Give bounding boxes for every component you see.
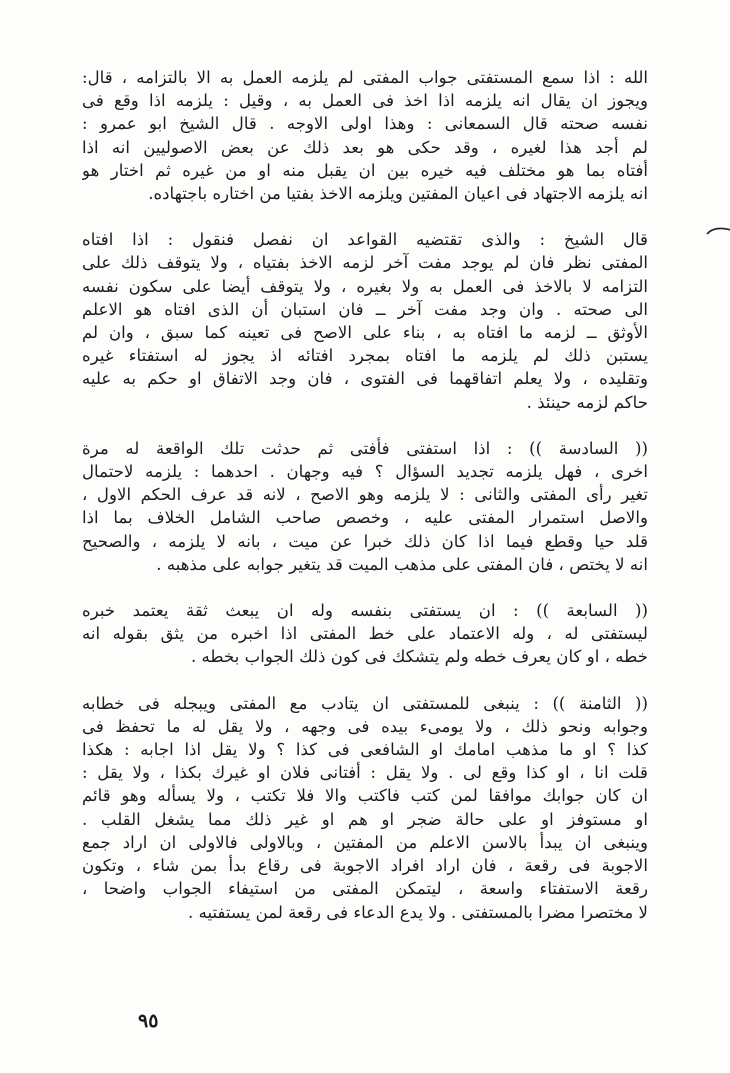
margin-pen-mark [706,226,730,236]
text-line: قلد حيا وقطع فيما اذا كان ذلك خبرا عن ميت ، بانه لا يلزمه ، والصحيح [82,531,648,551]
text-line: لم أجد هذا لغيره ، وقد حكى هو بعد ذلك عن بعض الاصوليين انه اذا [82,137,648,157]
text-line: الله : اذا سمع المستفتى جواب المفتى لم يلزمه العمل به الا بالتزامه ، قال: [82,68,648,87]
text-line: المفتى نظر فان لم يوجد مفت آخر لزمه الاخذ بفتياه ، ولا يتوقف ذلك على [82,253,648,273]
text-line: وتقليده ، ولا يعلم اتفاقهما فى الفتوى ، فان وجد الاتفاق او حكم به عليه [82,369,648,389]
text-line: لا مختصرا مضرا بالمستفتى . ولا يدع الدعاء فى رقعة لمن يستفتيه . [188,902,648,922]
text-line: (( السابعة )) : ان يستفتى بنفسه وله ان يبعث ثقة يعتمد خبره [82,601,648,621]
paragraph-2 [82,228,648,414]
text-line: ان كان جوابك موافقا لمن كتب فاكتب والا فلا تكتب ، ولا يسأله وهو قائم [82,786,648,806]
text-line: تغير رأى المفتى والثانى : لا يلزمه وهو الاصح ، لانه قد عرف الحكم الاول ، [82,485,648,505]
text-line: قال الشيخ : والذى تقتضيه القواعد ان نفصل فنقول : اذا افتاه [82,230,648,250]
text-line: انه يلزمه الاجتهاد فى اعيان المفتين ويلزمه الاخذ بفتيا من اختاره باجتهاده. [148,184,648,204]
page-number: ٩٥ [138,1010,159,1032]
text-line: او مستوفز او على حالة ضجر او هم او غير ذلك مما يشغل القلب . [82,809,648,829]
text-line: (( الثامنة )) : ينبغى للمستفتى ان يتادب مع المفتى ويبجله فى خطابه [82,693,648,713]
text-line: وينبغى ان يبدأ بالاسن الاعلم من المفتين ، وبالاولى فالاولى ان اراد جمع [82,832,648,852]
text-line: قلت انا ، او كذا وقع لى . ولا يقل : أفتانى فلان او غيرك بكذا ، ولا يقل : [82,763,648,783]
text-line: نفسه صحته قال السمعانى : وهذا اولى الاوجه . قال الشيخ ابو عمرو : [82,114,648,134]
paragraph-4 [82,599,648,669]
text-line: والاصل استمرار المفتى عليه ، وخصص صاحب الشامل الخلاف بما اذا [82,508,648,528]
text-line: اخرى ، فهل يلزمه تجديد السؤال ؟ فيه وجهان . احدهما : يلزمه لاحتمال [82,462,648,482]
paragraph-1 [82,66,648,205]
text-line: الى صحته . وان وجد مفت آخر ــ فان استبان أن الذى افتاه هو الاعلم [82,299,648,319]
text-line: يستبن ذلك لم يلزمه ما افتاه بمجرد افتائه اذ يجوز له استفتاء غيره [82,346,648,366]
text-line: كذا ؟ او ما مذهب امامك او الشافعى فى كذا ؟ ولا يقل اذا اجابه : هكذا [82,740,648,760]
page-body [82,66,648,947]
text-line: ليستفتى له ، وله الاعتماد على خط المفتى اذا اخبره من يثق بقوله انه [82,624,648,644]
text-line: التزامه لا بالاخذ فى العمل به ولا بغيره ، ولا يتوقف أيضا على سكون نفسه [82,276,648,296]
text-line: أفتاه بما هو مختلف فيه خيره بين ان يقبل منه او من غيره ثم اختار هو [82,160,648,180]
paragraph-5 [82,692,648,924]
text-line: (( السادسة )) : اذا استفتى فأفتى ثم حدثت تلك الواقعة له مرة [82,438,648,458]
text-line: خطه ، او كان يعرف خطه ولم يتشكك فى كون ذلك الجواب بخطه . [190,647,648,667]
text-line: حاكم لزمه حينئذ . [526,392,648,412]
text-line: انه لا يختص ، فان المفتى على مذهب الميت قد يتغير جوابه على مذهبه . [156,554,648,574]
text-line: الأوثق ــ لزمه ما افتاه به ، بناء على الاصح فى تعينه كما سبق ، وان لم [82,323,648,343]
text-line: ويجوز ان يقال انه يلزمه اذا اخذ فى العمل به ، وقيل : يلزمه اذا وقع فى [82,91,648,111]
paragraph-3 [82,437,648,576]
text-line: وجوابه ونحو ذلك ، ولا يومىء بيده فى وجهه ، ولا يقل له ما تحفظ فى [82,716,648,736]
text-line: رقعة الاستفتاء واسعة ، ليتمكن المفتى من استيفاء الجواب واضحا ، [82,879,648,899]
text-line: الاجوبة فى رقعة ، فان اراد افراد الاجوبة فى رقاع بدأ بمن شاء ، وتكون [82,856,648,876]
